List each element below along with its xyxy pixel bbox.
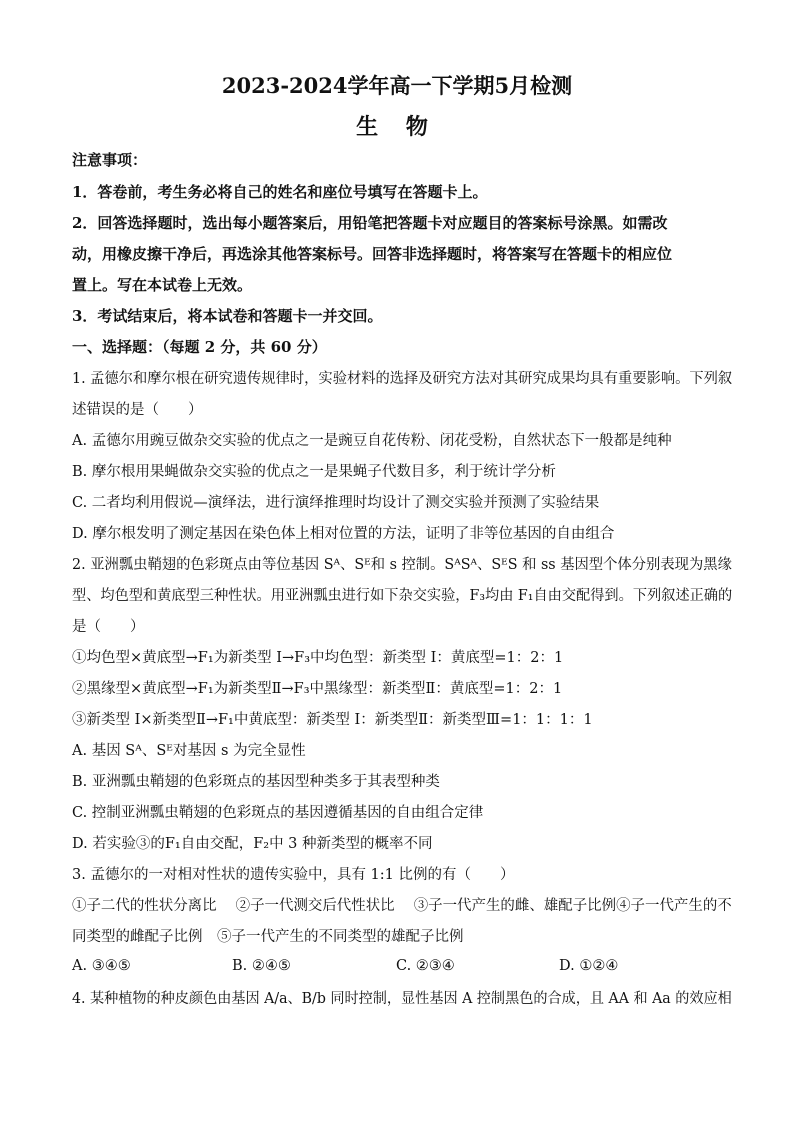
notice-item-3: 3．考试结束后，将本试卷和答题卡一并交回。 — [72, 307, 383, 325]
notice-item-1: 1．答卷前，考生务必将自己的姓名和座位号填写在答题卡上。 — [72, 183, 488, 201]
q1-stem-line-2: 述错误的是（ ） — [72, 402, 203, 418]
q3-items-line-2: 同类型的雌配子比例 ⑤子一代产生的不同类型的雄配子比例 — [72, 929, 464, 945]
q4-stem-line-1: 4. 某种植物的种皮颜色由基因 A/a、B/b 同时控制，显性基因 A 控制黑色的合成，且 AA 和 Aa 的效应相 — [72, 991, 732, 1007]
notice-heading: 注意事项： — [72, 151, 148, 169]
notice-item-2-line-3: 置上。写在本试卷上无效。 — [72, 276, 253, 294]
q2-option-c: C. 控制亚洲瓢虫鞘翅的色彩斑点的基因遵循基因的自由组合定律 — [72, 805, 484, 821]
q2-option-b: B. 亚洲瓢虫鞘翅的色彩斑点的基因型种类多于其表型种类 — [72, 774, 440, 790]
q2-option-a: A. 基因 Sᴬ、Sᴱ对基因 s 为完全显性 — [72, 743, 306, 759]
q3-option-d: D. ①②④ — [559, 958, 619, 974]
q3-option-b: B. ②④⑤ — [232, 958, 291, 974]
q2-experiment-2: ②黑缘型×黄底型→F₁为新类型Ⅱ→F₃中黑缘型：新类型Ⅱ：黄底型=1：2：1 — [72, 681, 563, 697]
q2-experiment-1: ①均色型×黄底型→F₁为新类型 I→F₃中均色型：新类型 I：黄底型=1：2：1 — [72, 650, 564, 666]
q1-option-b: B. 摩尔根用果蝇做杂交实验的优点之一是果蝇子代数目多，利于统计学分析 — [72, 464, 556, 480]
q2-stem-line-2: 型、均色型和黄底型三种性状。用亚洲瓢虫进行如下杂交实验，F₃均由 F₁自由交配得到。下列叙述正确的 — [72, 588, 733, 604]
q1-option-d: D. 摩尔根发明了测定基因在染色体上相对位置的方法，证明了非等位基因的自由组合 — [72, 526, 615, 542]
q1-stem-line-1: 1. 孟德尔和摩尔根在研究遗传规律时，实验材料的选择及研究方法对其研究成果均具有重要影响。下列叙 — [72, 371, 733, 387]
q1-option-a: A. 孟德尔用豌豆做杂交实验的优点之一是豌豆自花传粉、闭花受粉，自然状态下一般都是纯种 — [72, 433, 672, 449]
q3-stem: 3. 孟德尔的一对相对性状的遗传实验中，具有 1:1 比例的有（ ） — [72, 867, 515, 883]
q2-stem-line-3: 是（ ） — [72, 619, 145, 635]
q2-experiment-3: ③新类型 I×新类型Ⅱ→F₁中黄底型：新类型 I：新类型Ⅱ：新类型Ⅲ=1：1：1：1 — [72, 712, 593, 728]
q3-option-c: C. ②③④ — [396, 958, 455, 974]
q3-option-a: A. ③④⑤ — [72, 958, 131, 974]
notice-item-2-line-2: 动，用橡皮擦干净后，再选涂其他答案标号。回答非选择题时，将答案写在答题卡的相应位 — [72, 245, 673, 263]
subject-title: 生 物 — [356, 114, 438, 140]
q2-option-d: D. 若实验③的F₁自由交配，F₂中 3 种新类型的概率不同 — [72, 836, 433, 852]
notice-item-2-line-1: 2．回答选择题时，选出每小题答案后，用铅笔把答题卡对应题目的答案标号涂黑。如需改 — [72, 214, 668, 232]
section-heading: 一、选择题：（每题 2 分，共 60 分） — [72, 338, 327, 356]
q1-option-c: C. 二者均利用假说—演绎法，进行演绎推理时均设计了测交实验并预测了实验结果 — [72, 495, 600, 511]
q2-stem-line-1: 2. 亚洲瓢虫鞘翅的色彩斑点由等位基因 Sᴬ、Sᴱ和 s 控制。SᴬSᴬ、SᴱS 和 ss 基因型个体分别表现为黑缘 — [72, 557, 732, 573]
exam-title: 2023-2024学年高一下学期5月检测 — [221, 73, 573, 98]
q3-items-line-1: ①子二代的性状分离比 ②子一代测交后代性状比 ③子一代产生的雌、雄配子比例④子一代产生的不 — [72, 898, 732, 914]
